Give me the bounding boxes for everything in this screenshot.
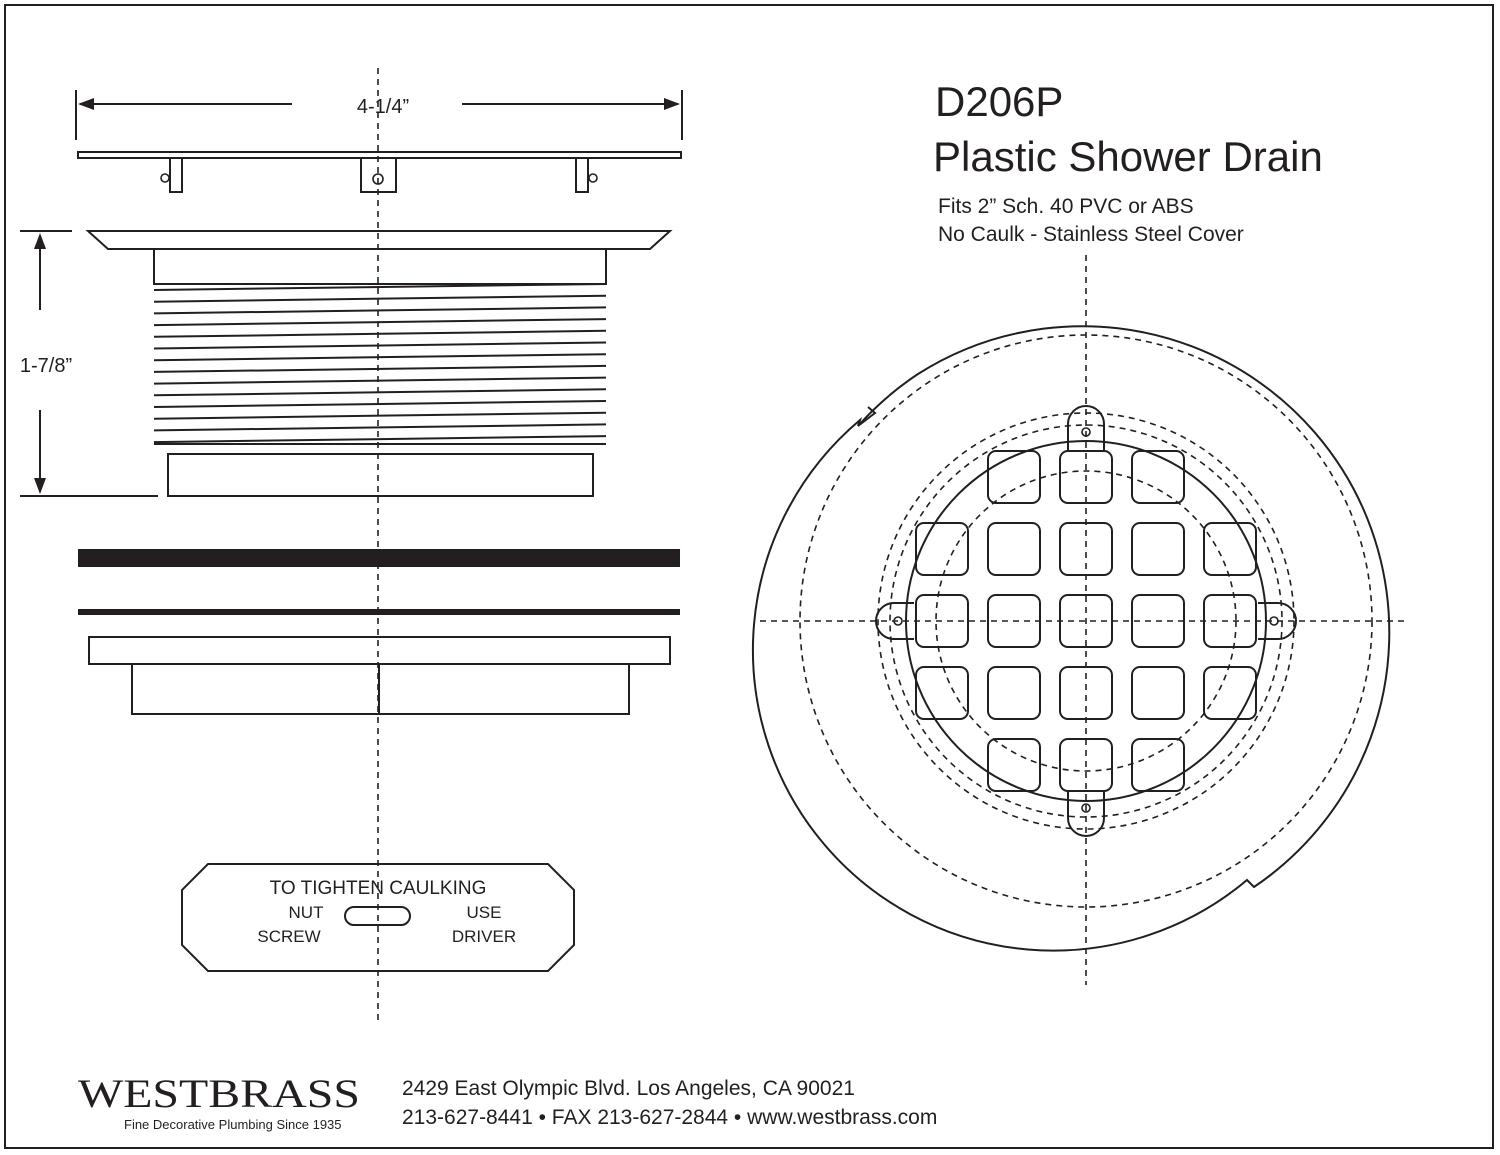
grille-opening bbox=[988, 523, 1040, 575]
plate-title: TO TIGHTEN CAULKING bbox=[269, 878, 487, 899]
drain-body-collar bbox=[154, 249, 606, 284]
grille-opening bbox=[988, 667, 1040, 719]
height-dimension bbox=[20, 231, 158, 496]
thread-line bbox=[154, 354, 606, 360]
thread-line bbox=[154, 307, 606, 313]
thread-line bbox=[154, 331, 606, 337]
product-name: Plastic Shower Drain bbox=[933, 133, 1323, 180]
title-block bbox=[933, 78, 1323, 246]
model-number: D206P bbox=[935, 78, 1064, 125]
grille-opening bbox=[916, 523, 968, 575]
friction-ring bbox=[78, 609, 680, 615]
thread-line bbox=[154, 401, 606, 407]
drain-body-hub bbox=[168, 454, 593, 496]
grille-opening bbox=[1204, 523, 1256, 575]
grille-opening bbox=[988, 739, 1040, 791]
outer-flange-outline bbox=[753, 326, 1389, 950]
side-elevation bbox=[20, 68, 682, 1020]
grille-opening bbox=[1132, 451, 1184, 503]
company-address: 2429 East Olympic Blvd. Los Angeles, CA 90021 bbox=[402, 1077, 855, 1100]
plan-view bbox=[753, 255, 1408, 985]
thread-line bbox=[154, 436, 606, 442]
grille-opening bbox=[988, 451, 1040, 503]
plate-left-bottom: SCREW bbox=[257, 927, 321, 946]
grille-opening bbox=[916, 667, 968, 719]
grille-opening bbox=[1204, 667, 1256, 719]
grille-opening bbox=[1132, 523, 1184, 575]
strainer-cover-side bbox=[78, 152, 681, 192]
thread-line bbox=[154, 366, 606, 372]
spec-line-1: Fits 2” Sch. 40 PVC or ABS bbox=[938, 195, 1194, 218]
rubber-gasket bbox=[78, 549, 680, 567]
height-dimension-label: 1-7/8” bbox=[19, 355, 73, 377]
plate-right-top: USE bbox=[466, 903, 502, 922]
grille-opening bbox=[1132, 667, 1184, 719]
plate-right-bottom: DRIVER bbox=[451, 927, 517, 946]
company-logo: WESTBRASS bbox=[78, 1071, 360, 1116]
thread-line bbox=[154, 389, 606, 395]
width-dimension bbox=[76, 90, 682, 140]
thread-line bbox=[154, 319, 606, 325]
company-tagline: Fine Decorative Plumbing Since 1935 bbox=[124, 1117, 342, 1132]
thread-line bbox=[154, 296, 606, 302]
plate-left-top: NUT bbox=[288, 903, 324, 922]
thread-line bbox=[154, 378, 606, 384]
spec-line-2: No Caulk - Stainless Steel Cover bbox=[938, 223, 1244, 246]
footer bbox=[78, 1071, 937, 1132]
thread-line bbox=[154, 343, 606, 349]
drain-body-flange bbox=[88, 231, 670, 249]
locknut-body bbox=[132, 664, 629, 714]
locknut-flange bbox=[89, 637, 670, 664]
thread-line bbox=[154, 424, 606, 430]
width-dimension-label: 4-1/4” bbox=[356, 96, 410, 118]
thread-line bbox=[154, 413, 606, 419]
company-contact: 213-627-8441 • FAX 213-627-2844 • www.westbrass.com bbox=[402, 1106, 938, 1129]
grille-opening bbox=[1132, 739, 1184, 791]
drain-body-threads bbox=[154, 284, 606, 444]
